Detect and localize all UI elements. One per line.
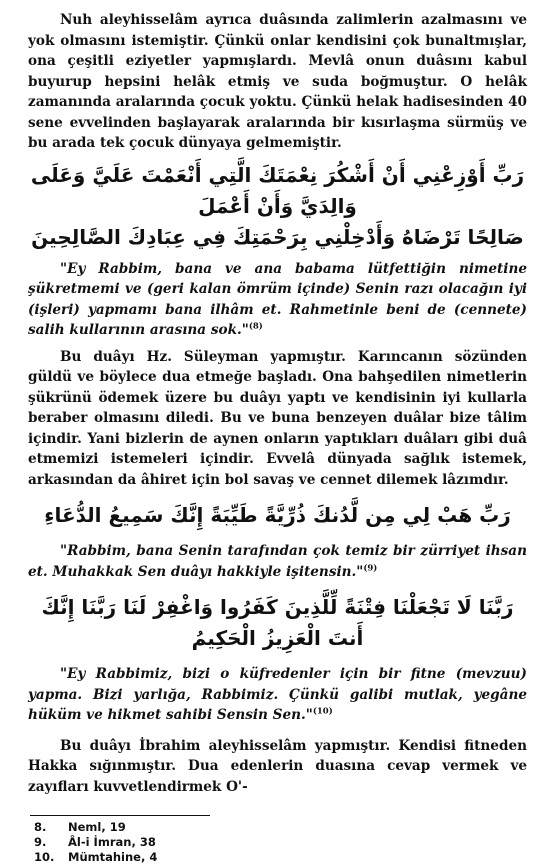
quote-1-text: "Ey Rabbim, bana ve ana babama lütfettiğin nimetine şükretmemi ve (geri kalan ömrüm içinde) Senin razı olacağın iyi (işleri) yapmamı bana ilhâm et. Rahmetinle beni de (cennete) salih kullarının arasına sok." <box>28 260 527 338</box>
arabic-prayer-1-line-1: رَبِّ أَوْزِعْنِي أَنْ أَشْكُرَ نِعْمَتَكَ الَّتِي أَنْعَمْتَ عَلَيَّ وَعَلَى وَالِدَيَّ وَأَنْ أَعْمَلَ <box>30 162 525 218</box>
translation-quote-1 <box>28 259 527 341</box>
footnote-number: 9. <box>34 835 47 849</box>
footnote-9 <box>34 835 527 850</box>
footnote-text: Mümtahine, 4 <box>68 850 158 864</box>
quote-3-text: "Ey Rabbimiz, bizi o küfredenler için bir fitne (mevzuu) yapma. Bizi yarlığa, Rabbimiz. Çünkü galibi mutlak, yegâne hüküm ve hikmet sahibi Sensin Sen." <box>28 666 527 723</box>
footnote-ref-9: (9) <box>363 562 378 573</box>
arabic-prayer-3: رَبَّنَا لَا تَجْعَلْنَا فِتْنَةً لِّلَّذِينَ كَفَرُوا وَاغْفِرْ لَنَا رَبَّنَا إِنَّكَ أَنتَ الْعَزِيزُ الْحَكِيمُ <box>41 595 514 650</box>
footnote-divider <box>30 815 210 816</box>
translation-quote-2 <box>28 541 527 582</box>
paragraph-suleyman: Bu duâyı Hz. Süleyman yapmıştır. Karıncanın sözünden güldü ve böylece dua etmeğe başladı. Ona bahşedilen nimetlerin şükrünü ödemek üzere bu duâyı yaptı ve kendisinin iyi kullarla beraber olmasını diledi. Bu ve buna benzeyen duâlar bize tâlim içindir. Yani bizlerin de aynen onların yaptıkları duâları gibi duâ etmemizi istemeleri içindir. Evvelâ dünyada sağlık istemek, arkasından da âhiret için bol savaş ve cennet dilemek lâzımdır. <box>28 348 527 488</box>
footnote-number: 10. <box>34 850 55 864</box>
quote-2-text: "Rabbim, bana Senin tarafından çok temiz bir zürriyet ihsan et. Muhakkak Sen duâyı hakkiyle işitensin." <box>28 543 527 580</box>
footnote-10 <box>34 850 527 865</box>
footnote-text: Âl-i İmran, 38 <box>68 835 156 849</box>
footnotes <box>34 820 527 865</box>
footnote-8 <box>34 820 527 835</box>
footnote-text: Neml, 19 <box>68 820 126 834</box>
arabic-prayer-1-line-2: صَالِحًا تَرْضَاهُ وَأَدْخِلْنِي بِرَحْمَتِكَ فِي عِبَادِكَ الصَّالِحِينَ <box>31 224 524 249</box>
paragraph-ibrahim: Bu duâyı İbrahim aleyhisselâm yapmıştır. Kendisi fitneden Hakka sığınmıştır. Dua edenlerin duasına cevap vermek ve zayıfları kuvvetlendirmek O'- <box>28 737 527 795</box>
arabic-prayer-2: رَبِّ هَبْ لِي مِن لَّدُنكَ ذُرِّيَّةً طَيِّبَةً إِنَّكَ سَمِيعُ الدُّعَاءِ <box>44 503 511 527</box>
footnote-number: 8. <box>34 820 47 834</box>
footnote-ref-10: (10) <box>312 706 333 717</box>
paragraph-nuh: Nuh aleyhisselâm ayrıca duâsında zalimlerin azalmasını ve yok olmasını istemiştir. Çünkü onlar kendisini çok bunaltmışlar, ona çeşitli eziyetler yapmışlardı. Mevlâ onun duâsını kabul buyurup hepsini helâk etmiş ve suda boğmuştur. O helâk zamanında aralarında çocuk yoktu. Çünkü helak hadisesinden 40 sene evvelinden başlayarak aralarında bir kısırlaşma sürmüş ve bu arada tek çocuk dünyaya gelmemiştir. <box>28 12 527 151</box>
translation-quote-3 <box>28 664 527 726</box>
footnote-ref-8: (8) <box>248 321 263 332</box>
